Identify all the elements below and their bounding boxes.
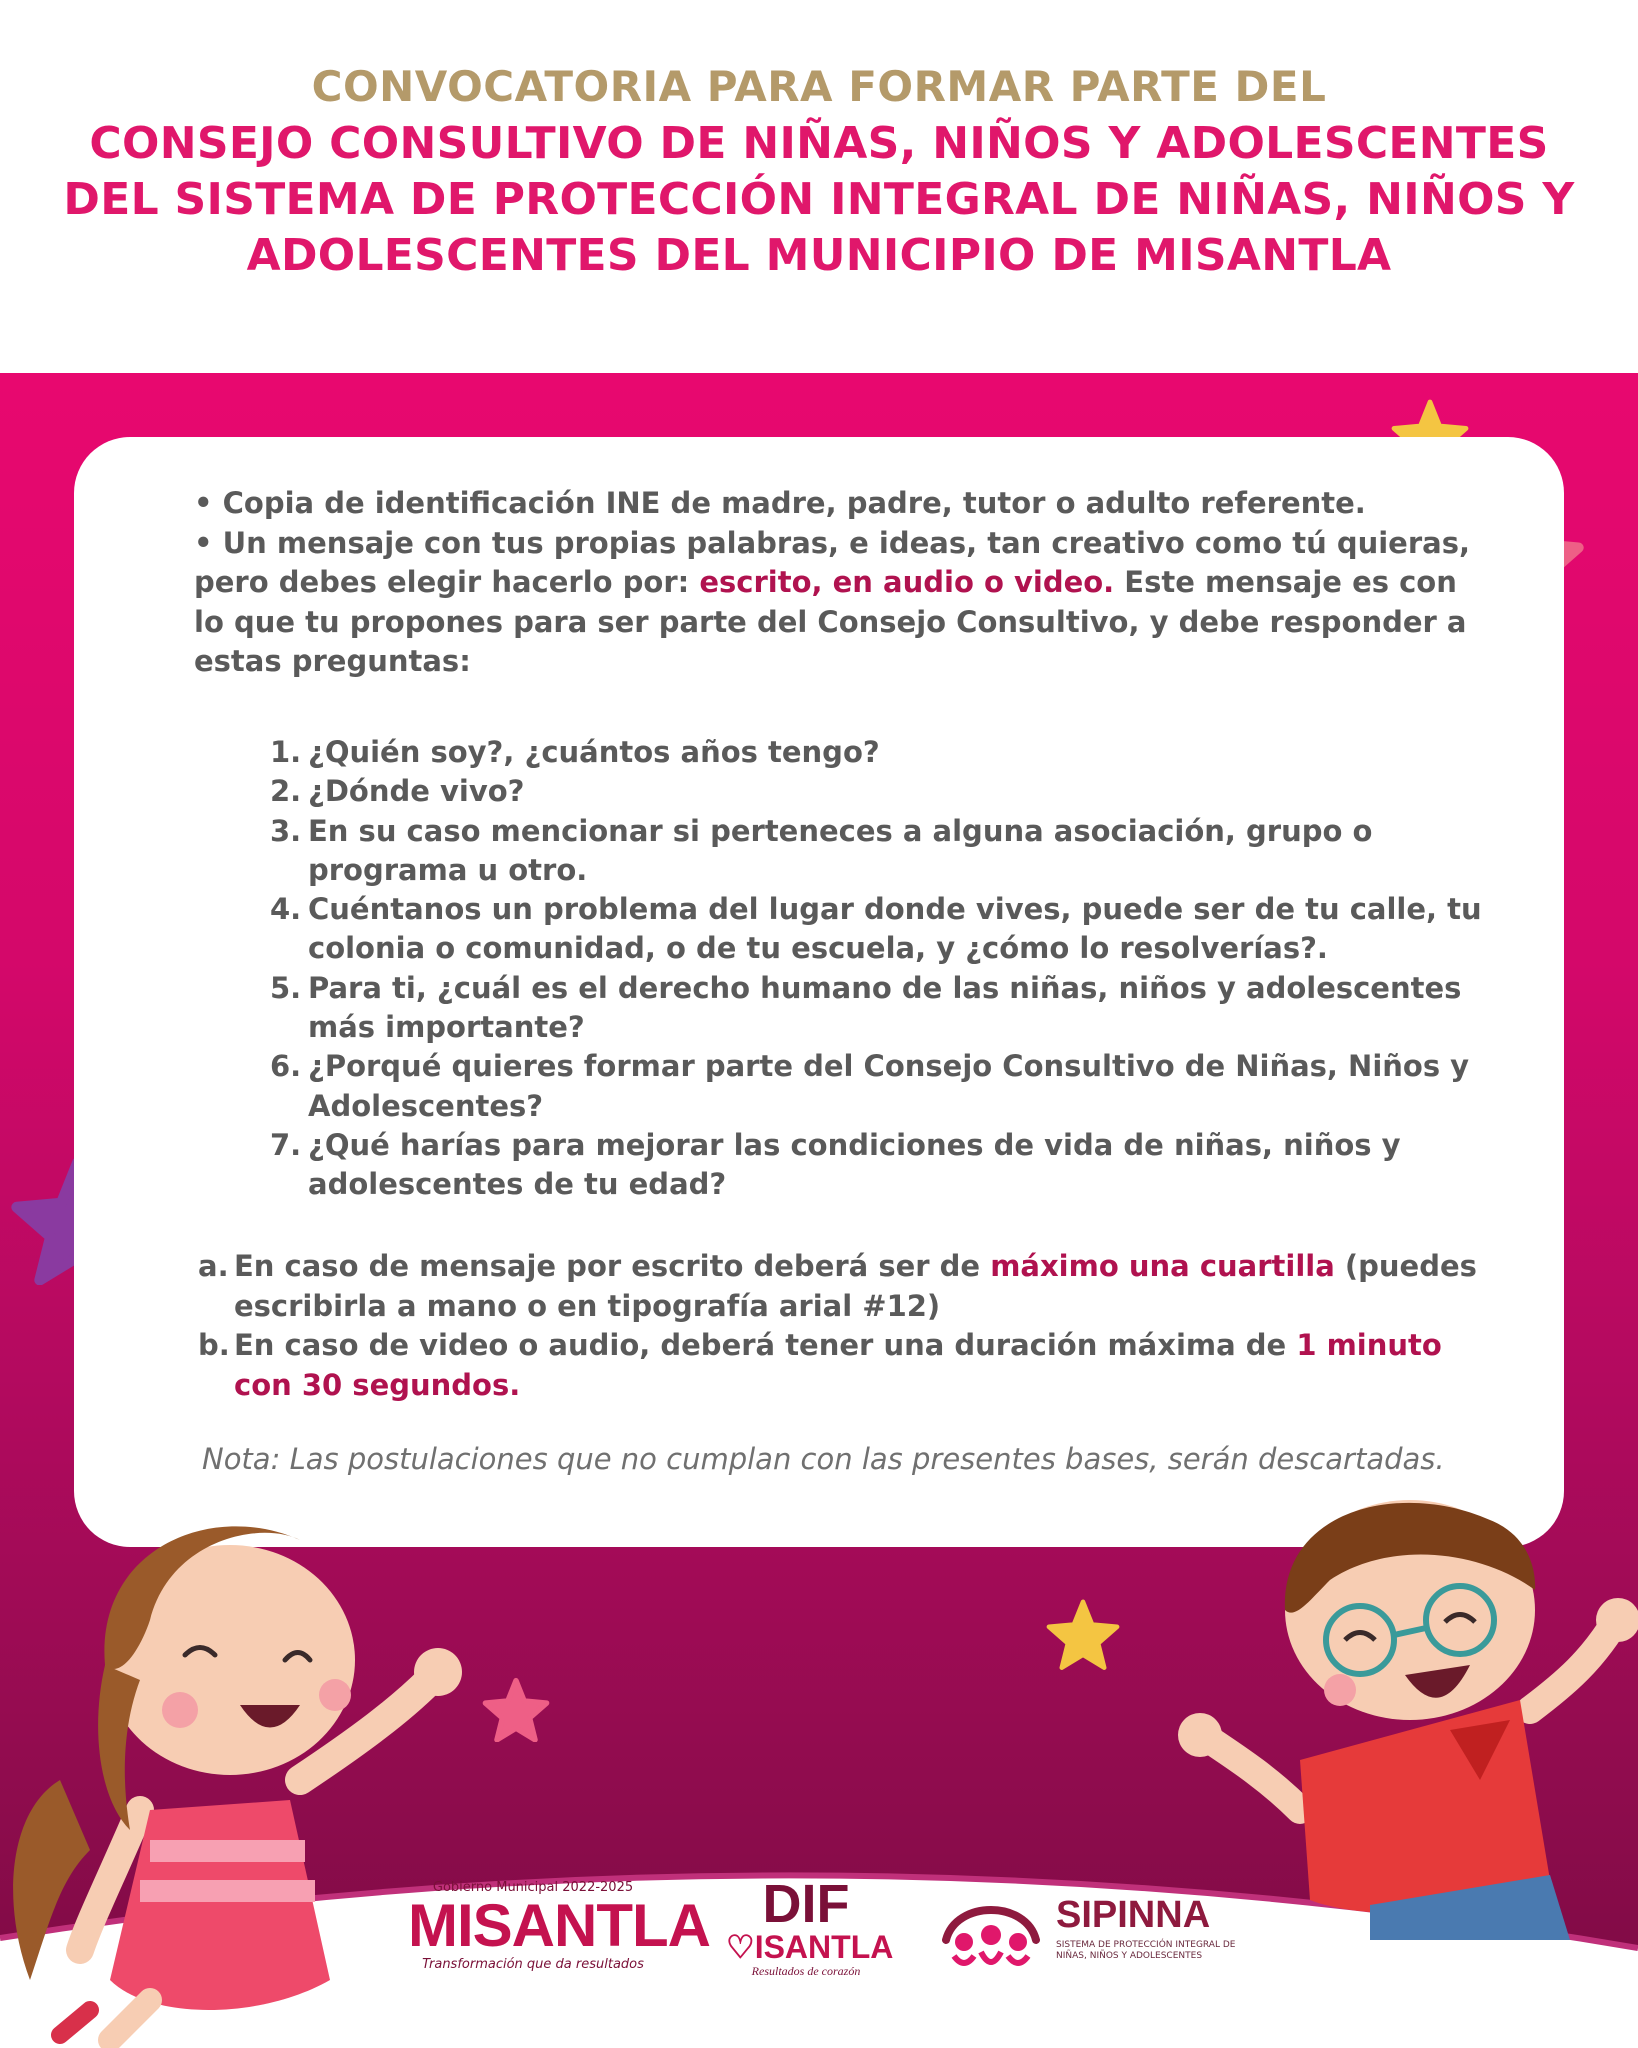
note: Nota: Las postulaciones que no cumplan con las presentes bases, serán descartadas. bbox=[202, 1442, 1445, 1476]
dif-logo-sub: ♡ISANTLA bbox=[726, 1929, 894, 1965]
requirements bbox=[194, 484, 1494, 682]
boy-illustration bbox=[1150, 1480, 1638, 1940]
misantla-logo-sub: Transformación que da resultados bbox=[422, 1957, 644, 1972]
dif-logo-tag: Resultados de corazón bbox=[751, 1964, 861, 1978]
header-line-2: CONSEJO CONSULTIVO DE NIÑAS, NIÑOS Y ADOLESCENTES bbox=[89, 118, 1549, 169]
list-item: 6. ¿Porqué quieres formar parte del Consejo Consultivo de Niñas, Niños y Adolescentes? bbox=[270, 1049, 1470, 1123]
yellow-star-icon bbox=[1045, 1598, 1121, 1670]
sipinna-logo bbox=[936, 1890, 1236, 1980]
header-line-4: ADOLESCENTES DEL MUNICIPIO DE MISANTLA bbox=[246, 230, 1392, 281]
header-line-1: CONVOCATORIA PARA FORMAR PARTE DEL bbox=[311, 62, 1327, 111]
list-item: 3. En su caso mencionar si perteneces a alguna asociación, grupo o programa u otro. bbox=[270, 813, 1373, 887]
misantla-logo-top: Gobierno Municipal 2022-2025 bbox=[432, 1880, 634, 1895]
list-item: 4. Cuéntanos un problema del lugar donde vives, puede ser de tu calle, tu colonia o comunidad, o de tu escuela, y ¿cómo lo resolverías?. bbox=[270, 892, 1482, 966]
requirement-message: • Un mensaje con tus propias palabras, e ideas, tan creativo como tú quieras, pero debes elegir hacerlo por: escrito, en audio o video. Este mensaje es con lo que tu propones para ser parte del Consejo Consultivo, y debe responder a estas preguntas: bbox=[194, 525, 1470, 678]
conditions-list bbox=[198, 1247, 1498, 1405]
condition-video: b. En caso de video o audio, deberá tener una duración máxima de 1 minuto con 30 segundos. bbox=[198, 1328, 1442, 1402]
dif-logo bbox=[726, 1874, 894, 1979]
condition-written: a. En caso de mensaje por escrito deberá ser de máximo una cuartilla (puedes escribirla a mano o en tipografía arial #12) bbox=[198, 1249, 1477, 1323]
questions-list bbox=[270, 733, 1530, 1205]
header-line-3: DEL SISTEMA DE PROTECCIÓN INTEGRAL DE NIÑAS, NIÑOS Y bbox=[63, 174, 1575, 225]
message-format-highlight: escrito, en audio o video. bbox=[699, 565, 1115, 599]
dif-logo-main: DIF bbox=[762, 1874, 850, 1934]
list-item: 5. Para ti, ¿cuál es el derecho humano de las niñas, niños y adolescentes más importante? bbox=[270, 970, 1462, 1045]
list-item: 2. ¿Dónde vivo? bbox=[270, 774, 525, 809]
sipinna-logo-sub: SISTEMA DE PROTECCIÓN INTEGRAL DE NIÑAS, NIÑOS Y ADOLESCENTES bbox=[1056, 1940, 1236, 1961]
pink-star-icon bbox=[482, 1677, 550, 1742]
misantla-logo-main: MISANTLA bbox=[408, 1892, 710, 1959]
header bbox=[0, 0, 1638, 373]
sipinna-logo-main: SIPINNA bbox=[1056, 1894, 1211, 1936]
list-item: 1. ¿Quién soy?, ¿cuántos años tengo? bbox=[270, 735, 880, 769]
misantla-logo bbox=[408, 1880, 710, 1972]
requirement-ine: • Copia de identificación INE de madre, padre, tutor o adulto referente. bbox=[194, 486, 1366, 520]
sipinna-emblem-icon bbox=[936, 1890, 1046, 1980]
list-item: 7. ¿Qué harías para mejorar las condiciones de vida de niñas, niños y adolescentes de tu edad? bbox=[270, 1127, 1401, 1202]
